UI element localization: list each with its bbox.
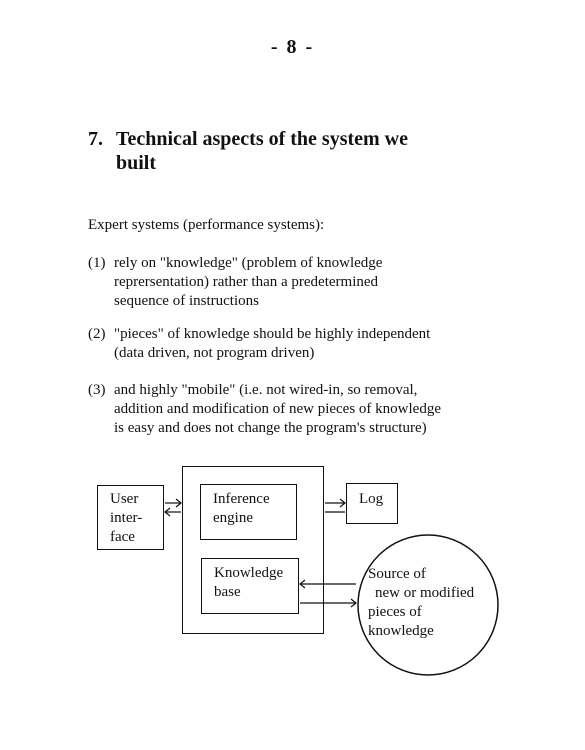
list-marker: (1) [88,255,106,271]
source-label [368,565,474,641]
user-interface-label: face [110,529,135,545]
section-title-line1: Technical aspects of the system we [116,128,409,150]
list-item-line: "pieces" of knowledge should be highly independent [114,326,431,342]
source-label-line: pieces of [368,604,422,620]
log-label: Log [359,491,384,507]
source-label-line: knowledge [368,623,434,639]
page-number: - 8 - [270,36,315,58]
list-marker: (3) [88,382,106,398]
user-interface-label: User [110,491,139,507]
list-marker: (2) [88,326,106,342]
section-title-line2: built [116,152,157,174]
knowledge-base-label: Knowledge [214,565,284,581]
knowledge-base-label: base [214,584,241,600]
list-item-line: (data driven, not program driven) [114,345,315,361]
list-item-line: sequence of instructions [114,293,259,309]
intro-text: Expert systems (performance systems): [88,217,325,233]
list-item-line: and highly "mobile" (i.e. not wired-in, so removal, [114,382,418,398]
list-item-line: is easy and does not change the program's structure) [114,420,427,436]
inference-engine-label: engine [213,510,253,526]
list-item-line: reprersentation) rather than a predetermined [114,274,379,290]
source-label-line: Source of [368,566,426,582]
inference-engine-label: Inference [213,491,270,507]
list-item-line: rely on "knowledge" (problem of knowledge [114,255,383,271]
section-number: 7. [88,128,103,150]
list-item-line: addition and modification of new pieces of knowledge [114,401,441,417]
user-interface-label: inter- [110,510,143,526]
source-label-line: new or modified [375,585,475,601]
